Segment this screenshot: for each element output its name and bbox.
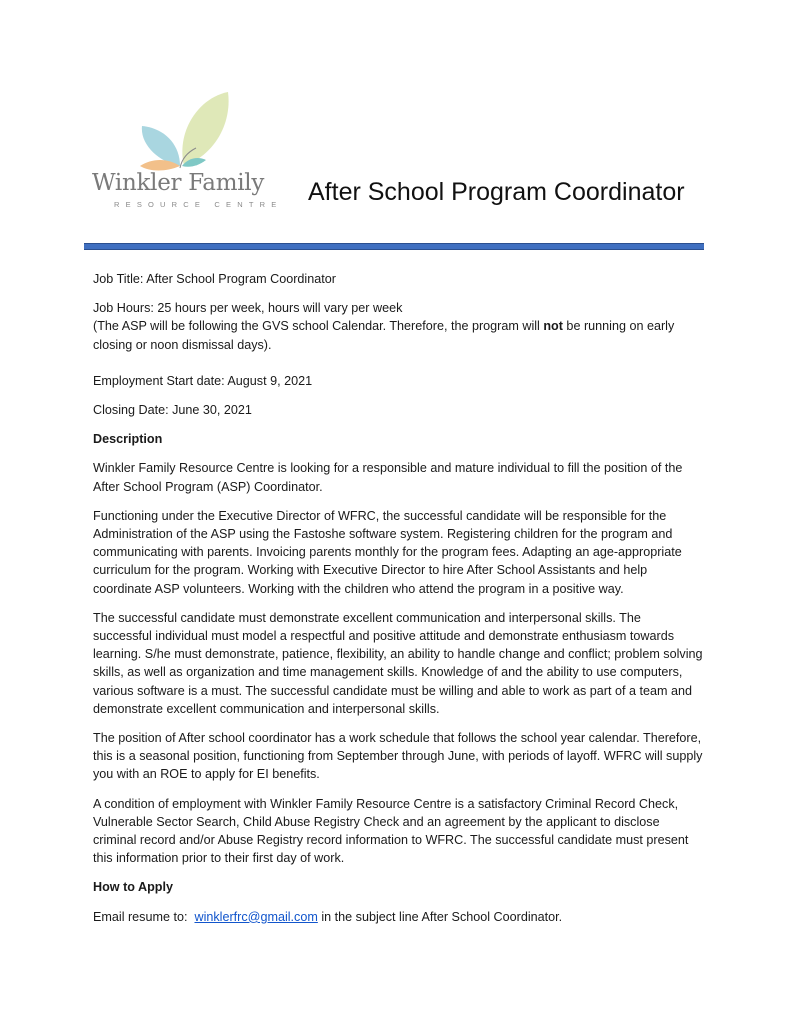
organization-logo xyxy=(92,92,283,220)
job-hours-line: Job Hours: 25 hours per week, hours will vary per week xyxy=(93,301,403,316)
apply-suffix: in the subject line After School Coordinator. xyxy=(317,909,563,924)
paragraph-responsibilities: Functioning under the Executive Director of WFRC, the successful candidate will be responsible for the Administration of the ASP using the Fastoshe software system. Registering children for the program and communicating with parents. Invoicing parents monthly for the program fees. Adapting an age-appropriate curriculum for the program. Working with Executive Director to hire After School Assistants and help coordinate ASP volunteers. Working with the children who attend the program in a positive way. xyxy=(93,508,682,596)
logo-wordmark: Winkler Family xyxy=(92,170,265,196)
start-date-line: Employment Start date: August 9, 2021 xyxy=(93,373,313,388)
job-hours-block xyxy=(93,299,703,354)
asp-note-emphasis: not xyxy=(543,319,563,334)
logo-tagline: RESOURCE CENTRE xyxy=(114,200,283,209)
how-to-apply-heading: How to Apply xyxy=(93,880,173,895)
paragraph-schedule: The position of After school coordinator has a work schedule that follows the school year calendar. Therefore, this is a seasonal position, functioning from September through June, with periods of layoff. WFRC will supply you with an ROE to apply for EI benefits. xyxy=(93,731,703,782)
paragraph-intro: Winkler Family Resource Centre is looking for a responsible and mature individual to fill the position of the After School Program (ASP) Coordinator. xyxy=(93,461,683,494)
leaves-icon xyxy=(136,92,236,172)
header-divider xyxy=(84,243,704,250)
description-heading: Description xyxy=(93,432,163,447)
paragraph-skills: The successful candidate must demonstrate excellent communication and interpersonal skills. The successful individual must model a respectful and positive attitude and demonstrate enthusiasm towards learning. S/he must demonstrate, patience, flexibility, an ability to handle change and conflict; problem solving skills, as well as organization and time management skills. Knowledge of and the ability to use computers, various software is a must. The successful candidate must be willing and able to work as part of a team and demonstrate excellent communication and interpersonal skills. xyxy=(93,610,703,716)
job-posting-body xyxy=(93,270,703,937)
asp-note-after: be running on early closing or noon dismissal days). xyxy=(93,319,675,352)
paragraph-conditions: A condition of employment with Winkler Family Resource Centre is a satisfactory Criminal Record Check, Vulnerable Sector Search, Child Abuse Registry Check and an agreement by the applicant to disclose criminal record and/or Abuse Registry record information to WFRC. The successful candidate must present this information prior to their first day of work. xyxy=(93,796,689,866)
apply-prefix: Email resume to: xyxy=(93,909,195,924)
asp-note-before: (The ASP will be following the GVS school Calendar. Therefore, the program will xyxy=(93,319,544,334)
apply-line xyxy=(93,908,703,926)
job-title-line: Job Title: After School Program Coordinator xyxy=(93,272,336,286)
page-title: After School Program Coordinator xyxy=(308,178,685,206)
closing-date-line: Closing Date: June 30, 2021 xyxy=(93,403,252,418)
email-link[interactable]: winklerfrc@gmail.com xyxy=(194,909,318,924)
